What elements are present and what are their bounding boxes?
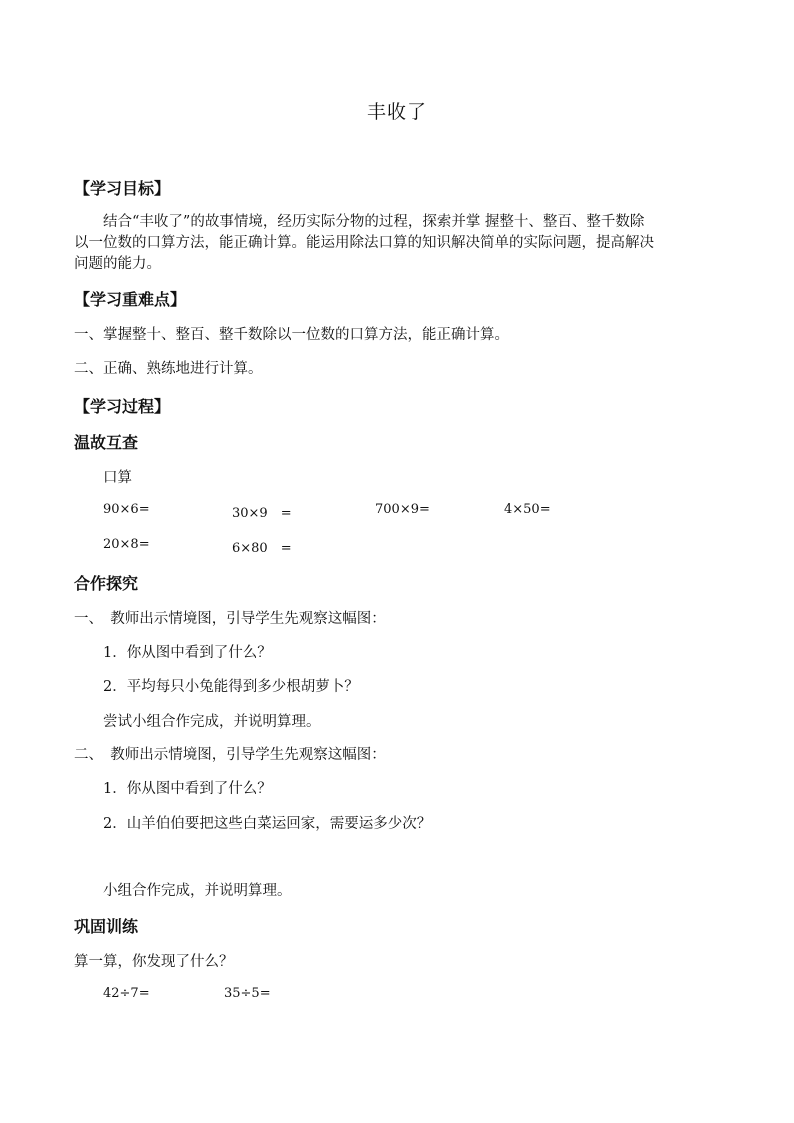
oral-calc-item: 90×6= [103,502,150,517]
practice-heading: 巩固训练 [74,917,139,936]
explore-heading: 合作探究 [74,574,139,593]
objectives-line-1: 结合“丰收了”的故事情境，经历实际分物的过程，探索并掌 握整十、整百、整千数除 [103,214,645,230]
explore-part-2-title: 二、 教师出示情境图，引导学生先观察这幅图： [74,747,386,763]
explore-part-2-question-1: 1．你从图中看到了什么？ [103,781,272,797]
oral-calc-item: 4×50= [504,502,551,517]
oral-calc-item: 6×80 = [232,541,292,556]
process-heading: 【学习过程】 [74,397,171,416]
practice-prompt: 算一算，你发现了什么？ [74,954,234,970]
explore-part-1-question-2: 2．平均每只小兔能得到多少根胡萝卜？ [103,679,359,695]
practice-item: 35÷5= [224,986,271,1001]
objectives-line-3: 问题的能力。 [74,256,161,272]
key-point-1: 一、掌握整十、整百、整千数除以一位数的口算方法，能正确计算。 [74,327,509,343]
objectives-heading: 【学习目标】 [74,179,171,198]
practice-item: 42÷7= [103,986,150,1001]
key-point-2: 二、正确、熟练地进行计算。 [74,361,263,377]
page-title: 丰收了 [366,101,427,123]
review-heading: 温故互查 [74,433,139,452]
oral-calc-item: 30×9 = [232,506,292,521]
oral-calc-label: 口算 [103,470,132,486]
explore-part-1-title: 一、 教师出示情境图，引导学生先观察这幅图： [74,611,386,627]
explore-part-2-note: 小组合作完成，并说明算理。 [103,883,292,899]
oral-calc-item: 700×9= [375,502,430,517]
explore-part-1-question-1: 1．你从图中看到了什么？ [103,645,272,661]
explore-part-2-question-2: 2．山羊伯伯要把这些白菜运回家，需要运多少次？ [103,816,432,832]
oral-calc-item: 20×8= [103,537,150,552]
key-points-heading: 【学习重难点】 [74,290,187,309]
explore-part-1-note: 尝试小组合作完成，并说明算理。 [103,714,321,730]
objectives-line-2: 以一位数的口算方法，能正确计算。能运用除法口算的知识解决简单的实际问题，提高解决 [74,235,654,251]
